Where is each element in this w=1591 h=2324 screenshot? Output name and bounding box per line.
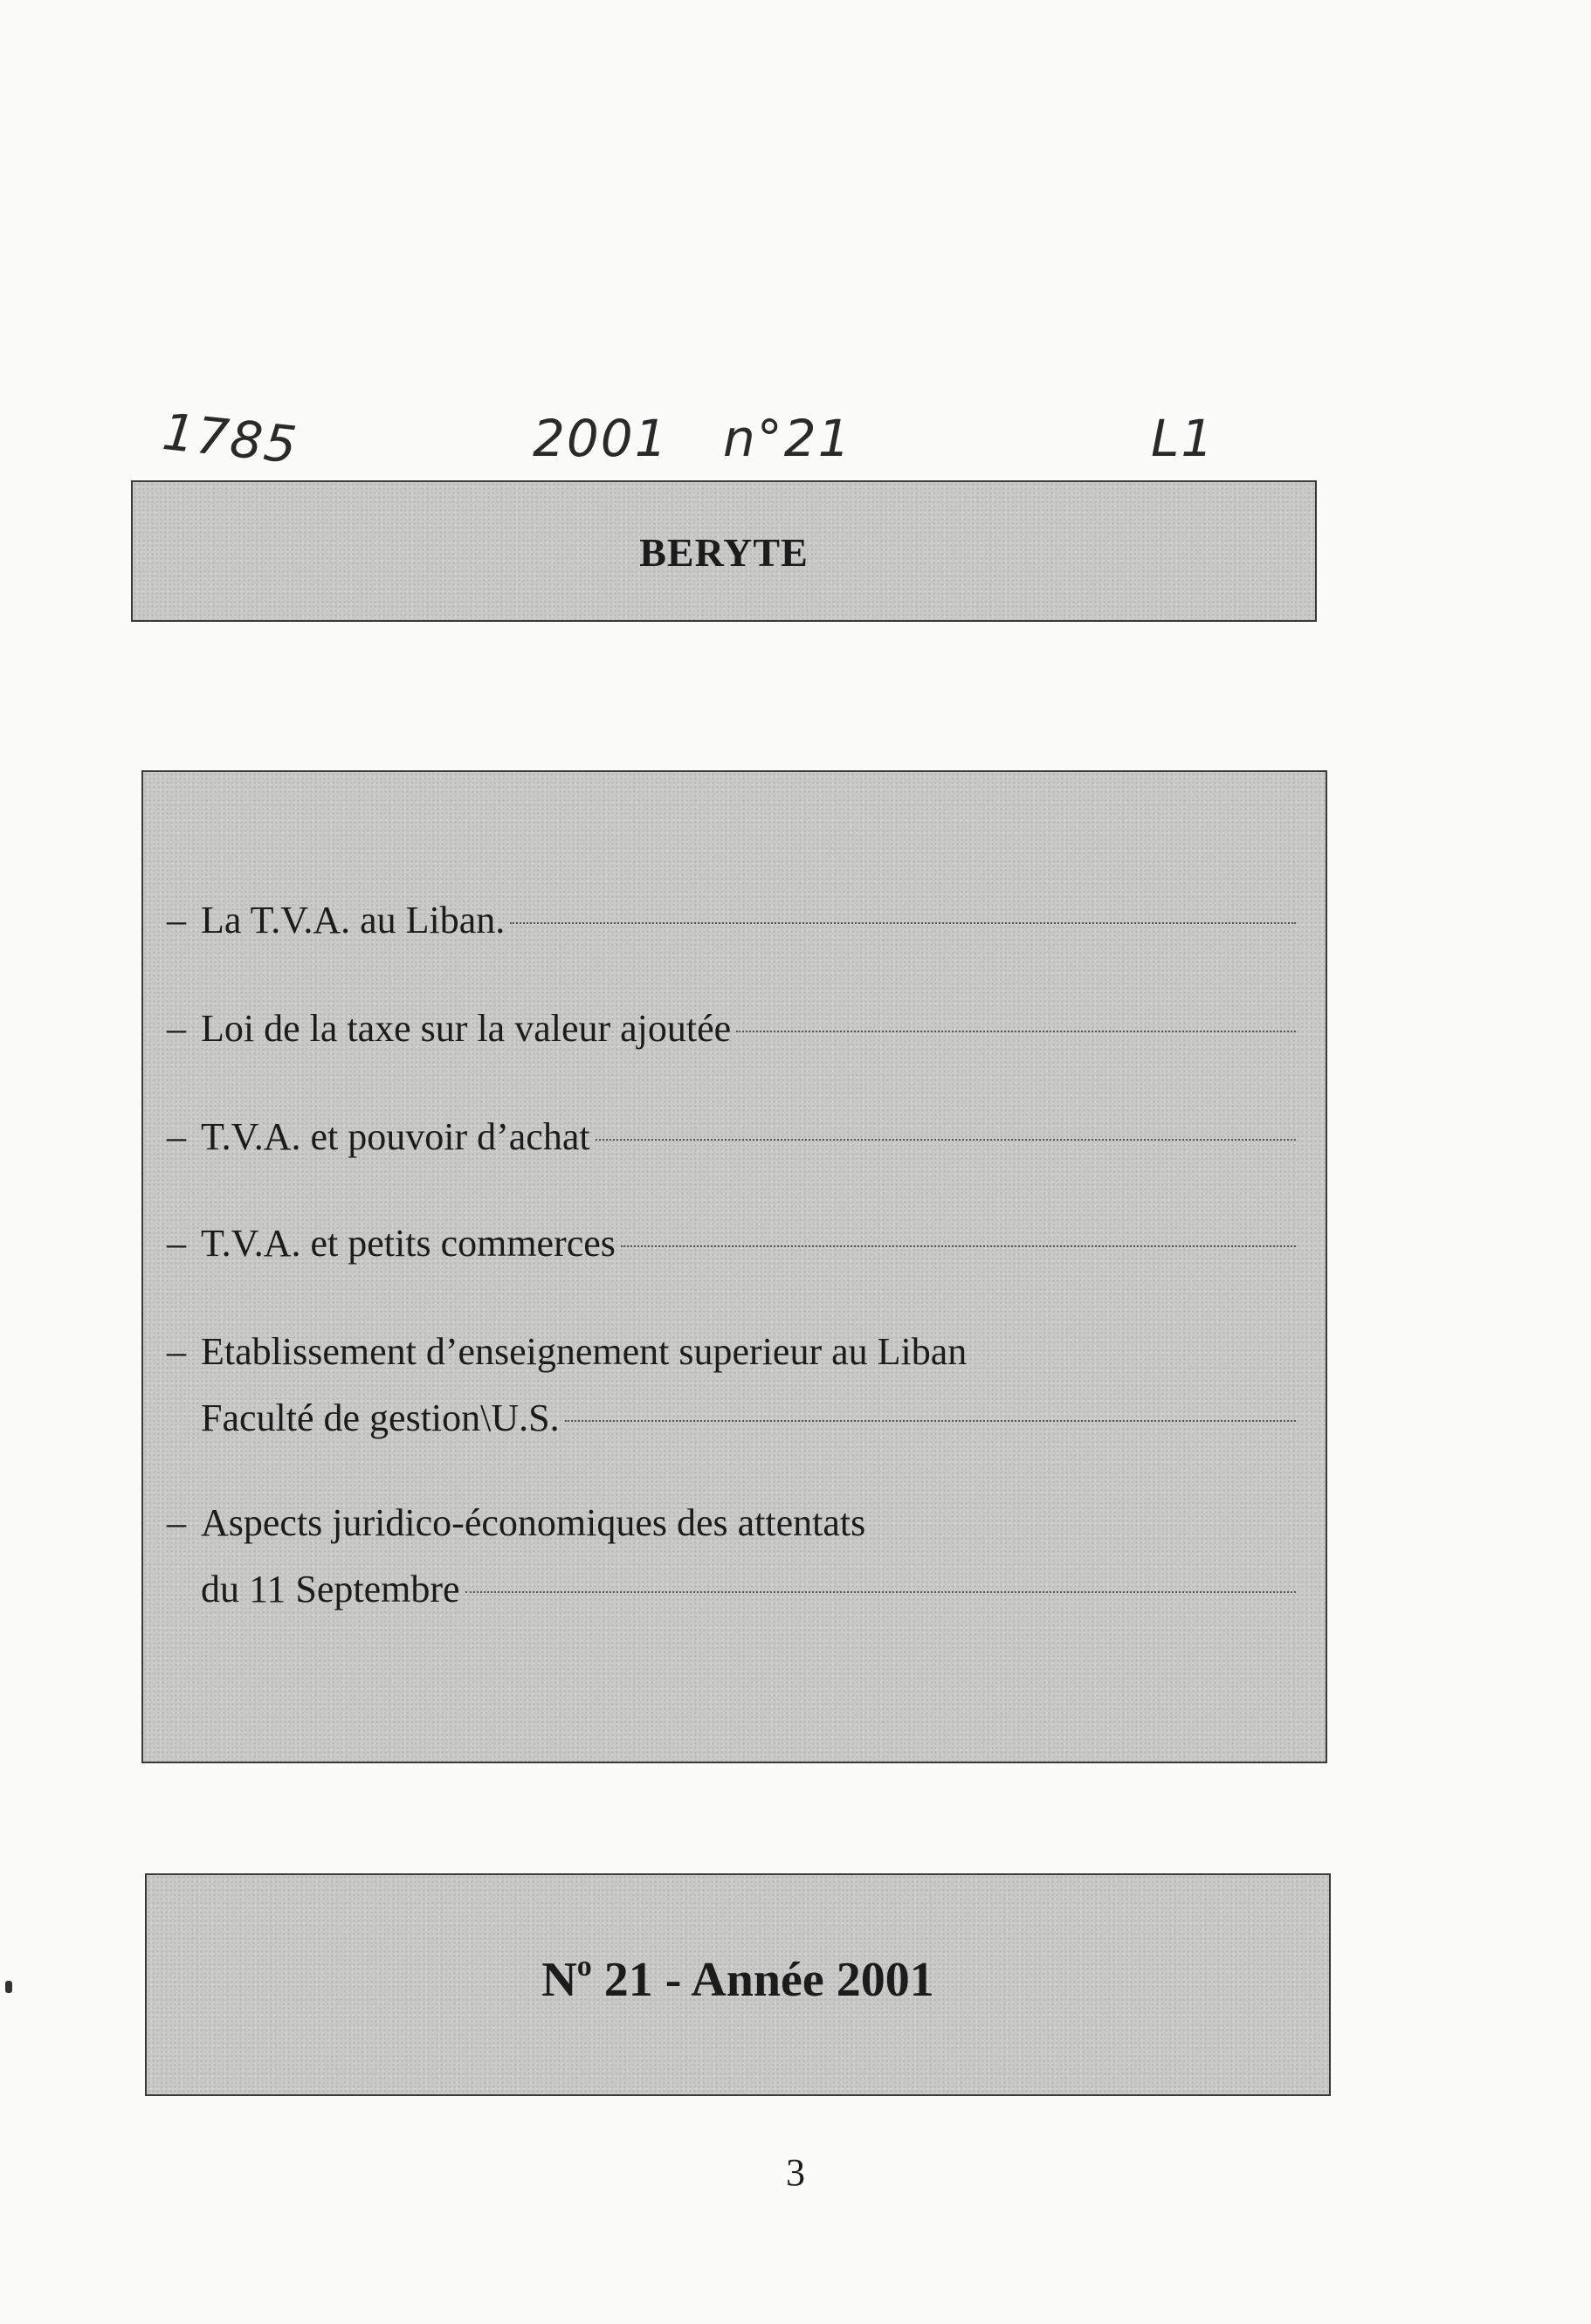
issue-box	[145, 1873, 1331, 2096]
toc-item-title: T.V.A. et pouvoir d’achat	[201, 1115, 590, 1158]
toc-item	[152, 1210, 1296, 1277]
journal-title: BERYTE	[639, 530, 809, 575]
toc-dash: –	[167, 1330, 186, 1373]
toc-item-subtitle: Faculté de gestion\U.S.	[201, 1396, 560, 1439]
toc-item	[152, 887, 1296, 954]
toc-item-title: T.V.A. et petits commerces	[201, 1222, 616, 1265]
dot-leader	[621, 1245, 1296, 1247]
toc-item-title: Aspects juridico-économiques des attentats	[201, 1501, 866, 1544]
title-box	[131, 480, 1317, 622]
toc-item	[152, 996, 1296, 1062]
page-number: 3	[786, 2151, 805, 2194]
issue-number-year: 21 - Année 2001	[591, 1953, 934, 2007]
toc-item	[152, 1490, 1296, 1623]
handwritten-year: 2001	[533, 409, 669, 468]
toc-item-title: Loi de la taxe sur la valeur ajoutée	[201, 1007, 732, 1050]
issue-superscript: o	[576, 1950, 592, 1983]
table-of-contents	[141, 770, 1327, 1763]
handwritten-reference-number: 1785	[159, 402, 301, 475]
issue-label	[147, 1952, 1329, 2008]
dot-leader	[736, 1031, 1296, 1032]
toc-dash: –	[167, 1007, 186, 1050]
toc-item-title: La T.V.A. au Liban.	[201, 899, 506, 941]
toc-item	[152, 1104, 1296, 1170]
toc-item	[152, 1319, 1296, 1452]
toc-dash: –	[167, 1501, 186, 1544]
issue-prefix: N	[541, 1953, 577, 2007]
toc-item-title: Etablissement d’enseignement superieur au Liban	[201, 1330, 968, 1373]
toc-item-subtitle: du 11 Septembre	[201, 1568, 460, 1610]
toc-dash: –	[167, 899, 186, 941]
dot-leader	[596, 1139, 1296, 1141]
toc-dash: –	[167, 1222, 186, 1265]
handwritten-issue-number: n°21	[723, 409, 852, 468]
toc-dash: –	[167, 1115, 186, 1158]
dot-leader	[510, 922, 1296, 924]
scan-speck	[5, 1981, 12, 1993]
handwritten-code: L1	[1151, 409, 1216, 468]
dot-leader	[465, 1591, 1296, 1593]
dot-leader	[565, 1420, 1296, 1422]
